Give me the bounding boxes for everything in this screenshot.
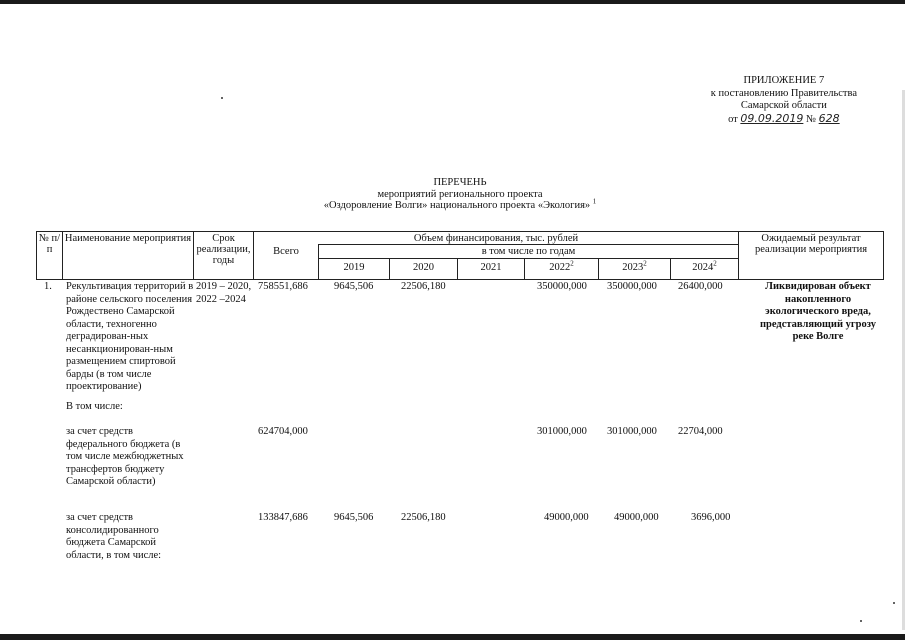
appendix-block bbox=[711, 75, 857, 126]
scan-speck bbox=[860, 620, 862, 622]
federal-y2024: 22704,000 bbox=[678, 426, 723, 437]
heading-footnote: 1 bbox=[592, 197, 597, 206]
appendix-title: ПРИЛОЖЕНИЕ 7 bbox=[743, 75, 825, 86]
date-prefix: от bbox=[728, 113, 738, 125]
year-2024-text: 2024 bbox=[692, 262, 714, 273]
scan-bottom-edge bbox=[0, 634, 905, 640]
consolidated-y2020: 22506,180 bbox=[401, 512, 446, 523]
consolidated-y2019: 9645,506 bbox=[334, 512, 374, 523]
row1-y2023: 350000,000 bbox=[607, 281, 657, 292]
heading-line-1: ПЕРЕЧЕНЬ bbox=[433, 177, 487, 188]
year-2022-footnote: 2 bbox=[570, 259, 574, 268]
heading-line-3 bbox=[250, 197, 670, 212]
row1-y2020: 22506,180 bbox=[401, 281, 446, 292]
including-label: В том числе: bbox=[66, 401, 123, 412]
federal-name: за счет средств федерального бюджета (в том числе межбюджетных трансфертов бюджету Самарской области) bbox=[66, 426, 184, 487]
appendix-date-line bbox=[711, 113, 857, 127]
document-heading bbox=[250, 177, 670, 212]
header-year-2021: 2021 bbox=[480, 262, 502, 273]
row1-y2019: 9645,506 bbox=[334, 281, 374, 292]
row1-period bbox=[196, 281, 256, 306]
row1-y2022: 350000,000 bbox=[537, 281, 587, 292]
consolidated-y2022: 49000,000 bbox=[544, 512, 589, 523]
scan-speck bbox=[893, 602, 895, 604]
federal-y2022: 301000,000 bbox=[537, 426, 587, 437]
appendix-line-3: Самарской области bbox=[740, 100, 827, 111]
handwritten-number: 628 bbox=[818, 111, 840, 125]
header-year-2022 bbox=[525, 259, 598, 273]
header-num: № п/п bbox=[38, 233, 61, 255]
header-funding: Объем финансирования, тыс. рублей bbox=[413, 233, 579, 244]
consolidated-y2023: 49000,000 bbox=[614, 512, 659, 523]
header-result: Ожидаемый результат реализации мероприятия bbox=[754, 233, 868, 255]
federal-y2023: 301000,000 bbox=[607, 426, 657, 437]
header-year-2019: 2019 bbox=[343, 262, 365, 273]
header-name: Наименование мероприятия bbox=[64, 233, 192, 244]
row1-period-line-2: 2022 –2024 bbox=[196, 293, 246, 305]
row1-num: 1. bbox=[44, 281, 52, 292]
header-year-2024 bbox=[671, 259, 738, 273]
year-2023-footnote: 2 bbox=[643, 259, 647, 268]
row1-name: Рекультивация территорий в районе сельского поселения Рождествено Самарской области, техногенно деградирован-ных несанкционирован-ным размещением спиртовой барды (в том числе проектирование) bbox=[66, 281, 194, 392]
row1-y2024: 26400,000 bbox=[678, 281, 723, 292]
federal-total: 624704,000 bbox=[258, 426, 308, 437]
row1-result: Ликвидирован объект накопленного экологического вреда, представляющий угрозу реке Волге bbox=[760, 281, 876, 342]
year-2024-footnote: 2 bbox=[713, 259, 717, 268]
header-year-2023 bbox=[599, 259, 670, 273]
number-prefix: № bbox=[806, 113, 817, 125]
scan-speck bbox=[221, 97, 223, 99]
year-2023-text: 2023 bbox=[622, 262, 644, 273]
consolidated-y2024: 3696,000 bbox=[691, 512, 731, 523]
consolidated-total: 133847,686 bbox=[258, 512, 308, 523]
appendix-line-2: к постановлению Правительства bbox=[710, 87, 857, 99]
year-2022-text: 2022 bbox=[549, 262, 571, 273]
heading-line-3-text: «Оздоровление Волги» национального проекта «Экология» bbox=[323, 200, 591, 211]
header-period: Срок реализации, годы bbox=[196, 233, 251, 266]
scan-top-edge bbox=[0, 0, 905, 4]
row1-period-line-1: 2019 – 2020, bbox=[196, 281, 252, 292]
row1-total: 758551,686 bbox=[258, 281, 308, 292]
header-by-years: в том числе по годам bbox=[481, 246, 576, 257]
consolidated-name: за счет средств консолидированного бюджета Самарской области, в том числе: bbox=[66, 512, 162, 561]
header-total: Всего bbox=[273, 246, 299, 257]
header-year-2020: 2020 bbox=[413, 262, 434, 273]
handwritten-date: 09.09.2019 bbox=[740, 111, 804, 125]
heading-line-2: мероприятий регионального проекта bbox=[377, 188, 543, 200]
